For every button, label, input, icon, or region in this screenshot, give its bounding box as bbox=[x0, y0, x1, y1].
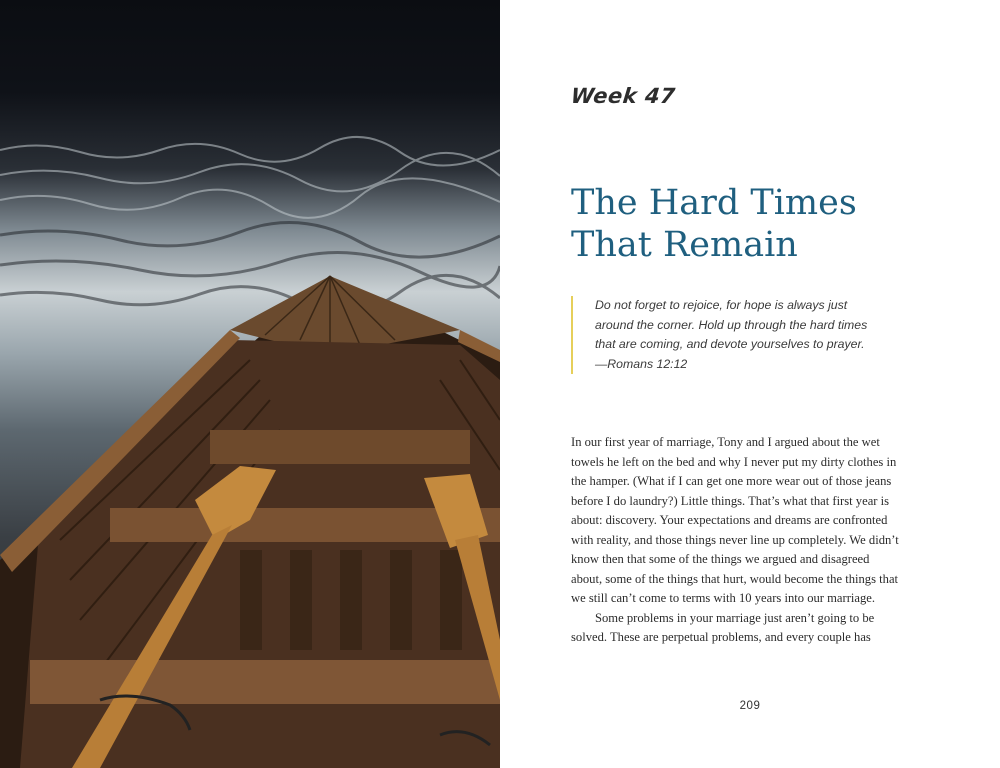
body-line: before I do laundry?) Little things. That’s what that first year is bbox=[571, 493, 890, 508]
body-line: with reality, and those things never line up completely. We didn’t bbox=[571, 532, 899, 547]
body-line: In our first year of marriage, Tony and I argued about the wet bbox=[571, 435, 880, 449]
body-line: solved. These are perpetual problems, and every couple has bbox=[571, 630, 871, 644]
body-line: about, some of the things that hurt, would become the things that bbox=[571, 571, 899, 586]
epigraph-citation: —Romans 12:12 bbox=[595, 356, 688, 371]
epigraph-line: around the corner. Hold up through the hard times bbox=[595, 317, 868, 332]
body-line: the hamper. (What if I can get one more wear out of those jeans bbox=[571, 474, 892, 488]
chapter-title-line: The Hard Times bbox=[571, 183, 857, 223]
body-line: we still can’t come to terms with 10 years into our marriage. bbox=[571, 591, 876, 605]
week-label: Week 47 bbox=[569, 84, 677, 108]
chapter-title bbox=[571, 182, 971, 266]
epigraph-line: Do not forget to rejoice, for hope is always just bbox=[595, 298, 848, 312]
epigraph-line: that are coming, and devote yourselves to prayer. bbox=[595, 337, 865, 351]
body-line: know then that some of the things we argued and disagreed bbox=[571, 552, 870, 566]
chapter-title-line: That Remain bbox=[571, 225, 798, 265]
book-page bbox=[500, 0, 1000, 768]
body-line: Some problems in your marriage just aren’t going to be bbox=[595, 610, 875, 625]
page-number: 209 bbox=[739, 700, 761, 712]
body-text bbox=[571, 433, 931, 648]
body-line: about: discovery. Your expectations and dreams are confronted bbox=[571, 513, 888, 527]
epigraph-quote bbox=[571, 296, 915, 374]
body-line: towels he left on the bed and why I never put my dirty clothes in bbox=[571, 454, 897, 469]
